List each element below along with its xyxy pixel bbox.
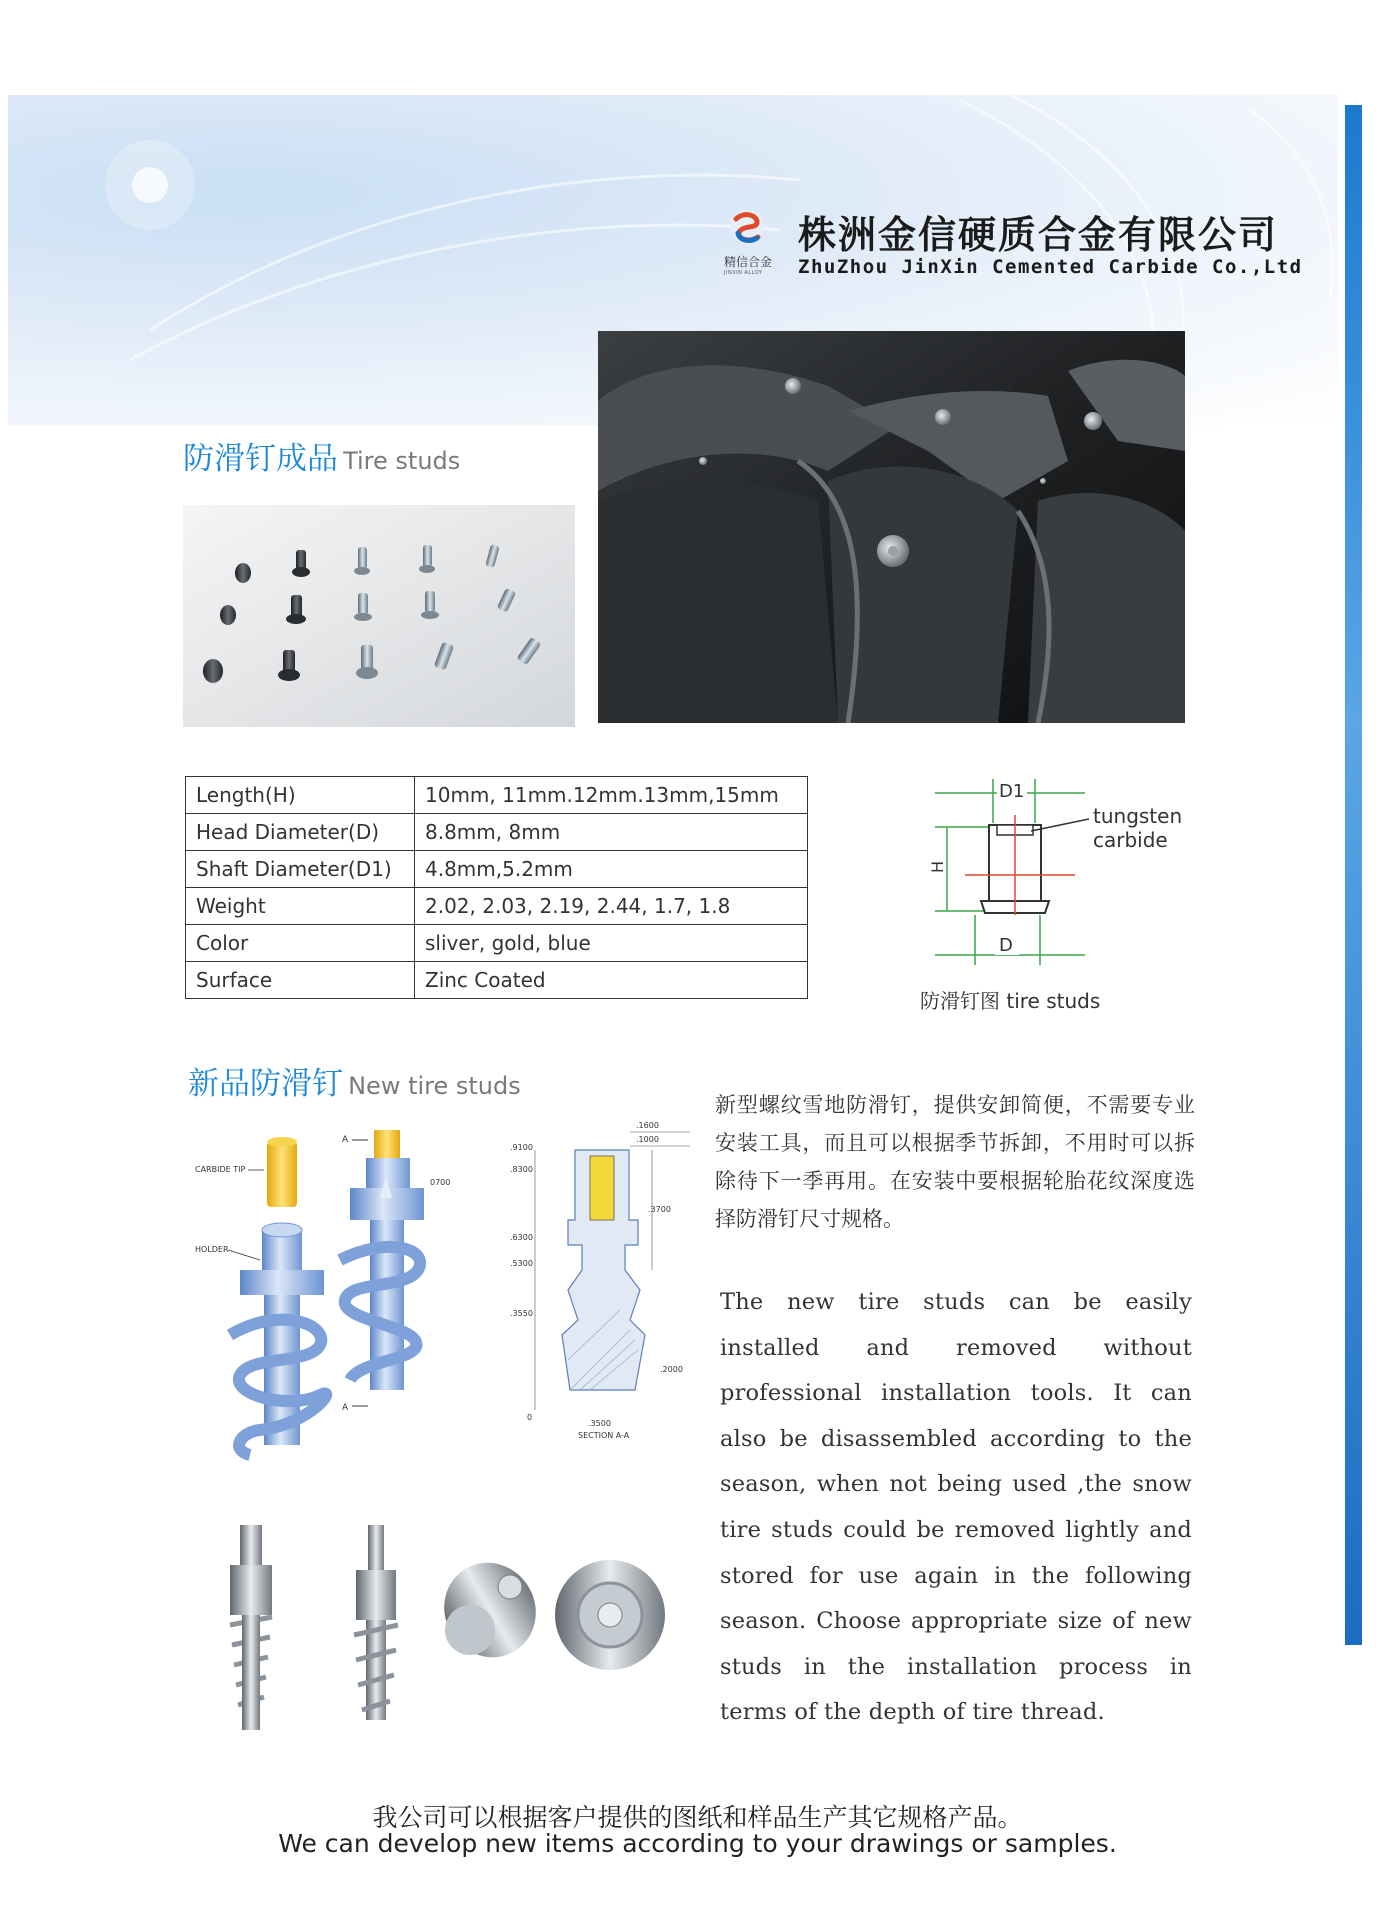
new-tire-studs-photo <box>220 1525 700 1735</box>
specification-table <box>185 776 808 999</box>
spec-value: 2.02, 2.03, 2.19, 2.44, 1.7, 1.8 <box>415 888 808 925</box>
dim-left: .3550 <box>510 1309 533 1318</box>
spec-key: Shaft Diameter(D1) <box>186 851 415 888</box>
section-title-new-tire-studs <box>188 1058 521 1103</box>
section-title-tire-studs <box>183 433 460 478</box>
label-h: H <box>928 860 947 873</box>
company-logo-icon <box>727 207 767 247</box>
logo-english-text: JINXIN ALLOY <box>724 270 763 276</box>
dim-3500: .3500 <box>588 1419 611 1428</box>
label-holder: HOLDER <box>195 1245 229 1254</box>
label-carbide-tip: CARBIDE TIP <box>195 1165 246 1174</box>
logo-chinese-text: 精信合金 <box>724 255 773 269</box>
section-title-en: Tire studs <box>343 447 461 475</box>
company-name-english: ZhuZhou JinXin Cemented Carbide Co.,Ltd <box>798 256 1303 278</box>
dim-left: .9100 <box>510 1143 533 1152</box>
spec-value: sliver, gold, blue <box>415 925 808 962</box>
spec-key: Weight <box>186 888 415 925</box>
section-title-cn: 新品防滑钉 <box>188 1066 343 1102</box>
dim-left: .6300 <box>510 1233 533 1242</box>
footer-english: We can develop new items according to your drawings or samples. <box>278 1829 1117 1858</box>
description-chinese: 新型螺纹雪地防滑钉，提供安卸简便，不需要专业安装工具，而且可以根据季节拆卸，不用时可以拆除待下一季再用。在安装中要根据轮胎花纹深度选择防滑钉尺寸规格。 <box>715 1093 1195 1231</box>
new-stud-technical-drawing <box>190 1120 700 1490</box>
table-row <box>186 888 808 925</box>
spec-key: Length(H) <box>186 777 415 814</box>
tire-studs-photo <box>183 505 575 727</box>
description-english: The new tire studs can be easily installed and removed without professional installation tools. It can also be disassembled according to the season, when not being used ,the snow tire studs could be removed lightly and stored for use again in the following season. Choose appropriate size of new studs in the installation process in terms of the depth of tire thread. <box>720 1289 1192 1726</box>
label-section-a-top: A <box>342 1135 349 1145</box>
dim-left: 0 <box>527 1413 533 1422</box>
dim-3700: .3700 <box>648 1205 671 1214</box>
spec-key: Surface <box>186 962 415 999</box>
table-row <box>186 925 808 962</box>
side-accent-strip <box>1345 105 1362 1645</box>
label-section-a-bottom: A <box>342 1403 349 1413</box>
dim-left: .8300 <box>510 1165 533 1174</box>
dim-top: .1000 <box>636 1135 659 1144</box>
section-label: SECTION A-A <box>578 1431 630 1440</box>
spec-value: 4.8mm,5.2mm <box>415 851 808 888</box>
label-d: D <box>999 935 1013 956</box>
spec-value: 10mm, 11mm.12mm.13mm,15mm <box>415 777 808 814</box>
spec-key: Head Diameter(D) <box>186 814 415 851</box>
stud-dimension-diagram <box>925 775 1215 975</box>
studded-tire-photo <box>598 331 1185 723</box>
label-carbide: carbide <box>1093 828 1168 852</box>
diagram-caption: 防滑钉图 tire studs <box>920 989 1101 1013</box>
section-title-cn: 防滑钉成品 <box>183 441 338 477</box>
dim-left: .5300 <box>510 1259 533 1268</box>
dim-2000: .2000 <box>660 1365 683 1374</box>
company-name-chinese: 株洲金信硬质合金有限公司 <box>798 213 1279 257</box>
spec-key: Color <box>186 925 415 962</box>
label-tungsten: tungsten <box>1093 804 1183 828</box>
section-title-en: New tire studs <box>348 1072 521 1100</box>
dim-0700: 0700 <box>430 1178 451 1187</box>
spec-value: Zinc Coated <box>415 962 808 999</box>
label-d1: D1 <box>999 781 1025 802</box>
table-row <box>186 851 808 888</box>
table-row <box>186 814 808 851</box>
footer-chinese: 我公司可以根据客户提供的图纸和样品生产其它规格产品。 <box>372 1803 1023 1832</box>
table-row <box>186 962 808 999</box>
dim-top: .1600 <box>636 1121 659 1130</box>
table-row <box>186 777 808 814</box>
spec-value: 8.8mm, 8mm <box>415 814 808 851</box>
